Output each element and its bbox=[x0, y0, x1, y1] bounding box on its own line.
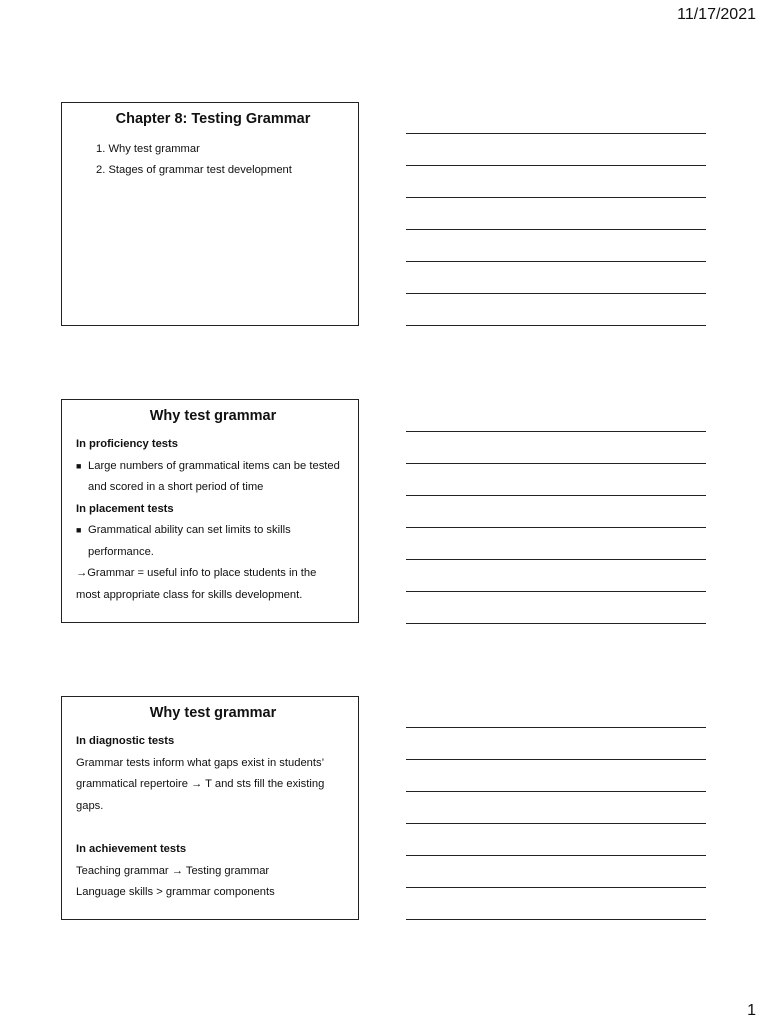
slide-thumbnail-3 bbox=[61, 696, 359, 920]
bullet-item: ■ Large numbers of grammatical items can be tested bbox=[76, 456, 350, 478]
section-heading: In proficiency tests bbox=[76, 438, 178, 450]
bullet-item: ■ Grammatical ability can set limits to skills bbox=[76, 520, 350, 542]
note-line bbox=[406, 527, 706, 528]
note-line bbox=[406, 463, 706, 464]
section-heading: In diagnostic tests bbox=[76, 735, 175, 747]
note-line bbox=[406, 727, 706, 728]
note-lines-2 bbox=[406, 431, 706, 655]
note-text: →Grammar = useful info to place students in the bbox=[76, 567, 317, 579]
body-text: Grammar tests inform what gaps exist in students’ bbox=[76, 756, 325, 769]
page-number: 1 bbox=[747, 1002, 756, 1019]
note-line bbox=[406, 591, 706, 592]
body-text: Language skills > grammar components bbox=[76, 886, 275, 898]
note-line bbox=[406, 495, 706, 496]
note-line bbox=[406, 759, 706, 760]
slide-outline-list bbox=[76, 139, 350, 181]
note-line bbox=[406, 823, 706, 824]
slide-title: Why test grammar bbox=[149, 408, 277, 424]
note-line bbox=[406, 887, 706, 888]
slide-thumbnail-1 bbox=[61, 102, 359, 326]
note-line bbox=[406, 229, 706, 230]
note-line bbox=[406, 791, 706, 792]
section-heading: In achievement tests bbox=[76, 843, 187, 855]
bullet-icon: ■ bbox=[76, 525, 82, 535]
note-line bbox=[406, 623, 706, 624]
note-text: most appropriate class for skills development. bbox=[76, 588, 303, 601]
print-date: 11/17/2021 bbox=[677, 6, 756, 23]
note-line bbox=[406, 431, 706, 432]
list-item: 1. Why test grammar bbox=[96, 143, 200, 155]
note-line bbox=[406, 261, 706, 262]
note-line bbox=[406, 165, 706, 166]
note-line bbox=[406, 325, 706, 326]
slide-title: Chapter 8: Testing Grammar bbox=[115, 111, 311, 127]
note-lines-3 bbox=[406, 727, 706, 951]
slide-thumbnail-2 bbox=[61, 399, 359, 623]
slide-title: Why test grammar bbox=[149, 705, 277, 721]
body-text: Teaching grammar → Testing grammar bbox=[76, 864, 270, 877]
note-line bbox=[406, 133, 706, 134]
note-line bbox=[406, 919, 706, 920]
bullet-continuation: and scored in a short period of time bbox=[88, 481, 264, 493]
note-line bbox=[406, 197, 706, 198]
body-text: grammatical repertoire → T and sts fill the existing bbox=[76, 778, 325, 790]
bullet-icon: ■ bbox=[76, 460, 82, 471]
body-text: gaps. bbox=[76, 799, 104, 812]
note-lines-1 bbox=[406, 133, 706, 357]
note-line bbox=[406, 855, 706, 856]
section-heading: In placement tests bbox=[76, 502, 174, 515]
note-line bbox=[406, 559, 706, 560]
note-line bbox=[406, 293, 706, 294]
list-item: 2. Stages of grammar test development bbox=[96, 164, 292, 176]
bullet-continuation: performance. bbox=[88, 545, 154, 558]
